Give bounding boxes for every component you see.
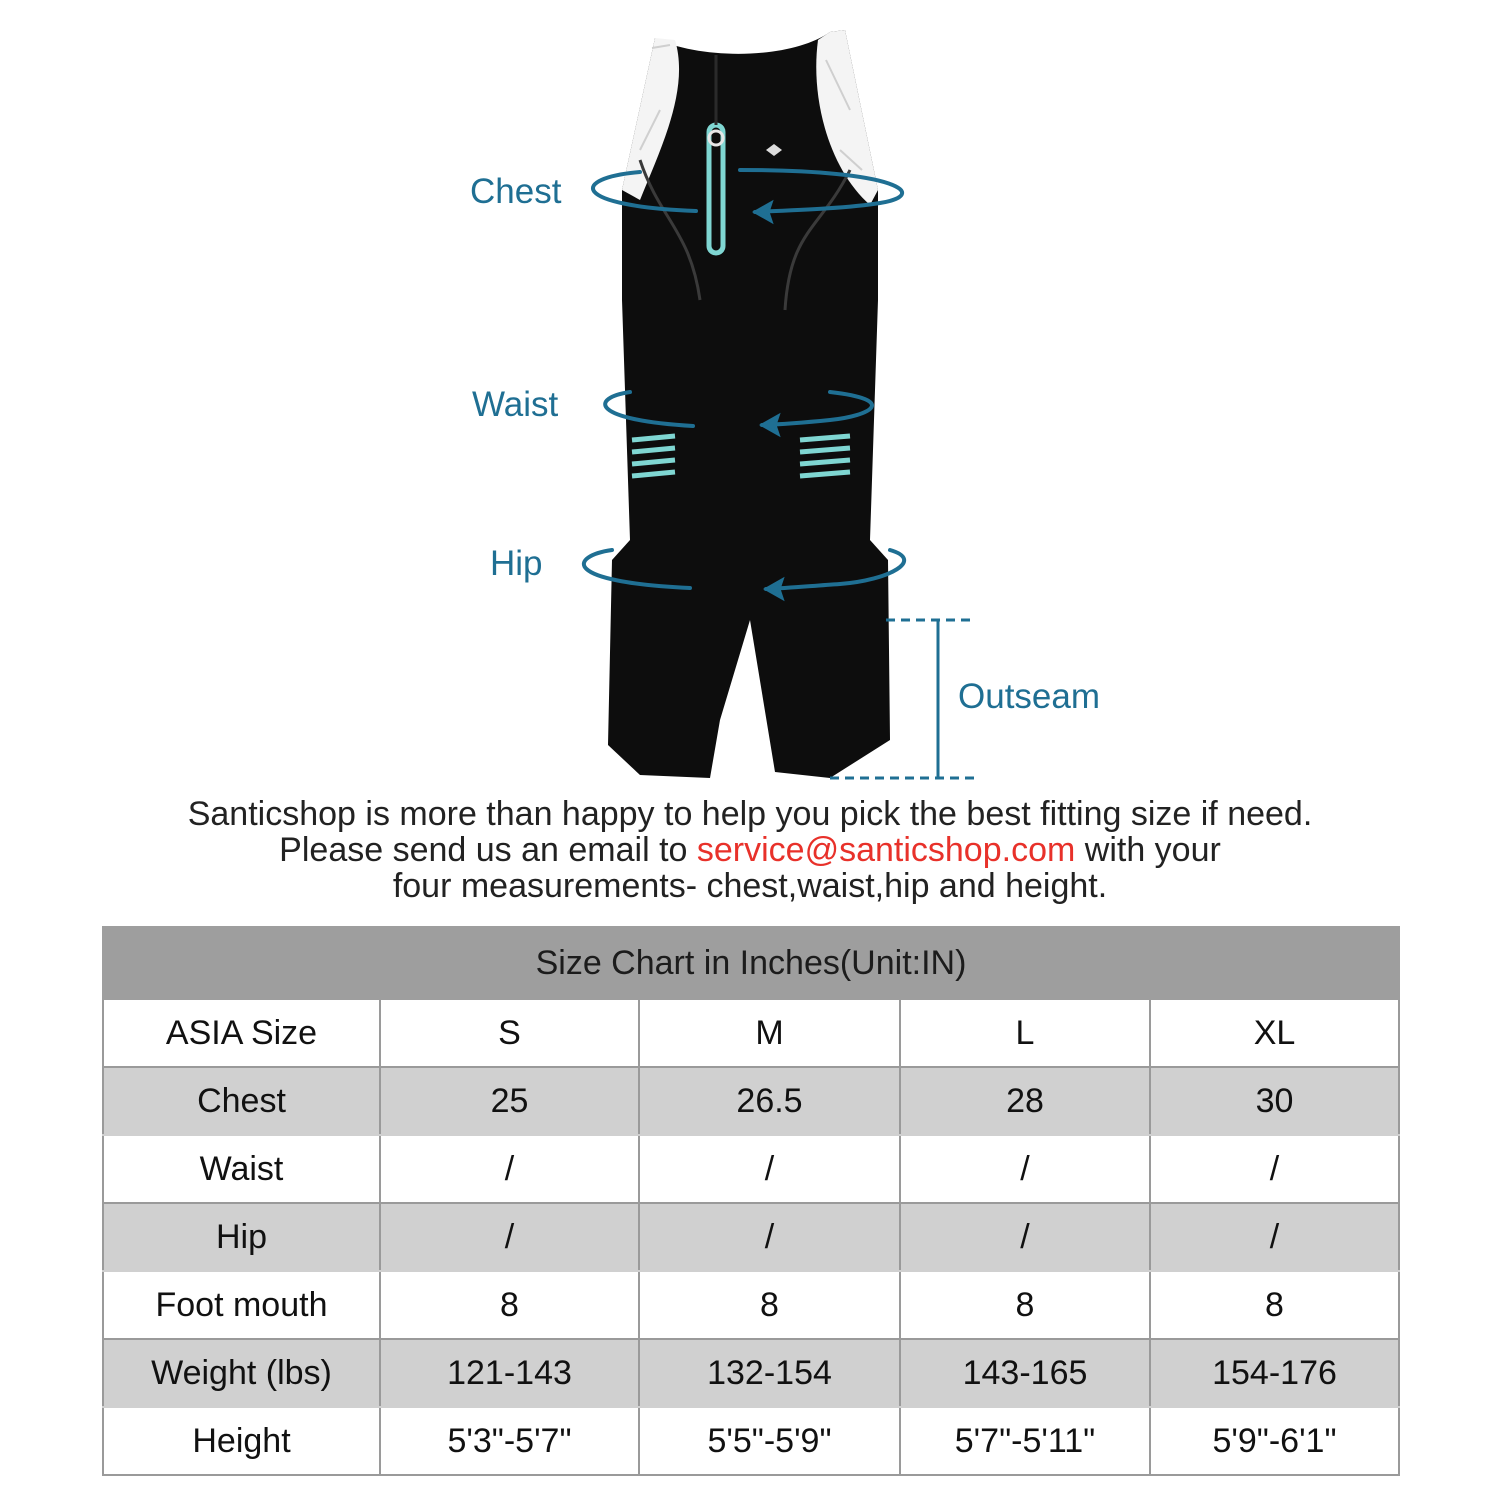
- size-value-cell: 143-165: [900, 1339, 1150, 1407]
- header-row: [103, 999, 1399, 1067]
- row-label-cell: Height: [103, 1407, 380, 1475]
- size-value-cell: /: [900, 1203, 1150, 1271]
- size-value-cell: 8: [380, 1271, 639, 1339]
- size-value-cell: /: [380, 1203, 639, 1271]
- hip-label: Hip: [490, 544, 543, 583]
- row-label-cell: Weight (lbs): [103, 1339, 380, 1407]
- size-value-cell: 121-143: [380, 1339, 639, 1407]
- intro-line-2-prefix: Please send us an email to: [279, 831, 697, 869]
- size-value-cell: 5'7"-5'11": [900, 1407, 1150, 1475]
- table-row: [103, 1203, 1399, 1271]
- row-label-cell: ASIA Size: [103, 999, 380, 1067]
- size-value-cell: L: [900, 999, 1150, 1067]
- row-label-cell: Foot mouth: [103, 1271, 380, 1339]
- chest-label: Chest: [470, 172, 562, 211]
- table-row: [103, 1271, 1399, 1339]
- size-value-cell: S: [380, 999, 639, 1067]
- size-value-cell: /: [639, 1135, 900, 1203]
- size-value-cell: 5'5"-5'9": [639, 1407, 900, 1475]
- waist-label: Waist: [472, 385, 559, 424]
- size-chart-table: [102, 926, 1400, 1476]
- size-value-cell: /: [380, 1135, 639, 1203]
- size-value-cell: 5'3"-5'7": [380, 1407, 639, 1475]
- row-label-cell: Hip: [103, 1203, 380, 1271]
- size-value-cell: /: [1150, 1135, 1399, 1203]
- size-value-cell: 30: [1150, 1067, 1399, 1135]
- contact-note: [0, 796, 1500, 904]
- row-label-cell: Waist: [103, 1135, 380, 1203]
- trisuit-image: [608, 30, 890, 778]
- size-chart-body: [103, 999, 1399, 1475]
- size-value-cell: 154-176: [1150, 1339, 1399, 1407]
- intro-line-1: Santicshop is more than happy to help you pick the best fitting size if need.: [187, 795, 1313, 833]
- size-value-cell: 8: [639, 1271, 900, 1339]
- table-row: [103, 1135, 1399, 1203]
- outseam-label: Outseam: [958, 677, 1100, 716]
- size-value-cell: 25: [380, 1067, 639, 1135]
- table-row: [103, 1339, 1399, 1407]
- size-value-cell: 5'9"-6'1": [1150, 1407, 1399, 1475]
- intro-line-2-suffix: with your: [1075, 831, 1221, 869]
- intro-line-3: four measurements- chest,waist,hip and height.: [392, 867, 1108, 905]
- size-value-cell: 8: [900, 1271, 1150, 1339]
- size-value-cell: 8: [1150, 1271, 1399, 1339]
- table-row: [103, 1067, 1399, 1135]
- table-row: [103, 1407, 1399, 1475]
- size-value-cell: 132-154: [639, 1339, 900, 1407]
- size-value-cell: XL: [1150, 999, 1399, 1067]
- size-value-cell: 26.5: [639, 1067, 900, 1135]
- row-label-cell: Chest: [103, 1067, 380, 1135]
- service-email-link[interactable]: service@santicshop.com: [696, 831, 1076, 869]
- size-chart-title: Size Chart in Inches(Unit:IN): [103, 927, 1399, 999]
- size-value-cell: /: [1150, 1203, 1399, 1271]
- size-value-cell: /: [639, 1203, 900, 1271]
- size-value-cell: /: [900, 1135, 1150, 1203]
- size-value-cell: 28: [900, 1067, 1150, 1135]
- size-value-cell: M: [639, 999, 900, 1067]
- intro-line-2: [0, 832, 1500, 868]
